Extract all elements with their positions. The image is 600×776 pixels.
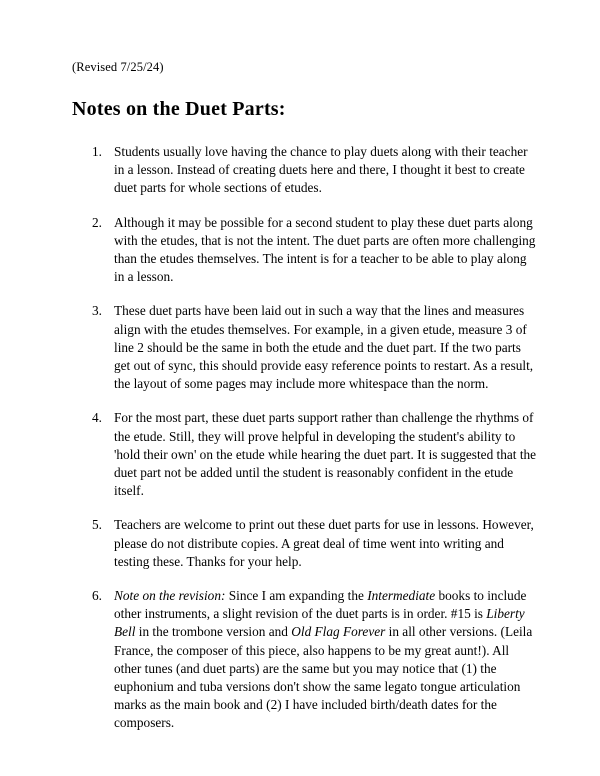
list-item-number: 4. [92, 410, 102, 426]
list-item [72, 143, 538, 198]
list-item [72, 302, 538, 393]
list-item [72, 214, 538, 287]
list-item-number: 6. [92, 588, 102, 604]
page-title: Notes on the Duet Parts: [72, 98, 286, 120]
notes-list [72, 143, 538, 733]
list-item-text: Teachers are welcome to print out these duet parts for use in lessons. However, please do not distribute copies. A great deal of time went into writing and testing these. Thanks for your help. [114, 517, 534, 569]
list-item-number: 1. [92, 144, 102, 159]
list-item [72, 516, 538, 571]
list-item-number: 2. [92, 214, 102, 230]
list-item-text: These duet parts have been laid out in such a way that the lines and measures align with the etudes themselves. For example, in a given etude, measure 3 of line 2 should be the same in both the etude and the duet part. If the two parts get out of sync, this should provide easy reference points to restart. As a result, the layout of some pages may include more whitespace than the norm. [114, 303, 534, 392]
list-item-text: For the most part, these duet parts support rather than challenge the rhythms of the etude. Still, they will prove helpful in developing the student's ability to 'hold their own' on the etude while hearing the duet part. It is suggested that the duet part not be added until the student is reasonably confident in the etude itself. [114, 410, 537, 499]
list-item-text: Note on the revision: Since I am expanding the Intermediate books to include other instruments, a slight revision of the duet parts is in order. #15 is Liberty Bell in the trombone version and Old Flag Forever in all other versions. (Leila France, the composer of this piece, also happens to be my great aunt!). All other tunes (and duet parts) are the same but you may notice that (1) the euphonium and tuba versions don't show the same legato tongue articulation marks as the main book and (2) I have included birth/death dates for the composers. [114, 588, 533, 731]
list-item-text: Students usually love having the chance to play duets along with their teacher in a lesson. Instead of creating duets here and there, I thought it best to create duet parts for whole sections of etudes. [114, 144, 528, 196]
list-item-text: Although it may be possible for a second student to play these duet parts along with the etudes, that is not the intent. The duet parts are often more challenging than the etudes themselves. The intent is for a teacher to be able to play along in a lesson. [114, 214, 536, 285]
list-item-number: 3. [92, 303, 102, 319]
revision-date: (Revised 7/25/24) [72, 60, 164, 74]
list-item [72, 587, 538, 733]
list-item-number: 5. [92, 517, 102, 533]
list-item [72, 409, 538, 500]
